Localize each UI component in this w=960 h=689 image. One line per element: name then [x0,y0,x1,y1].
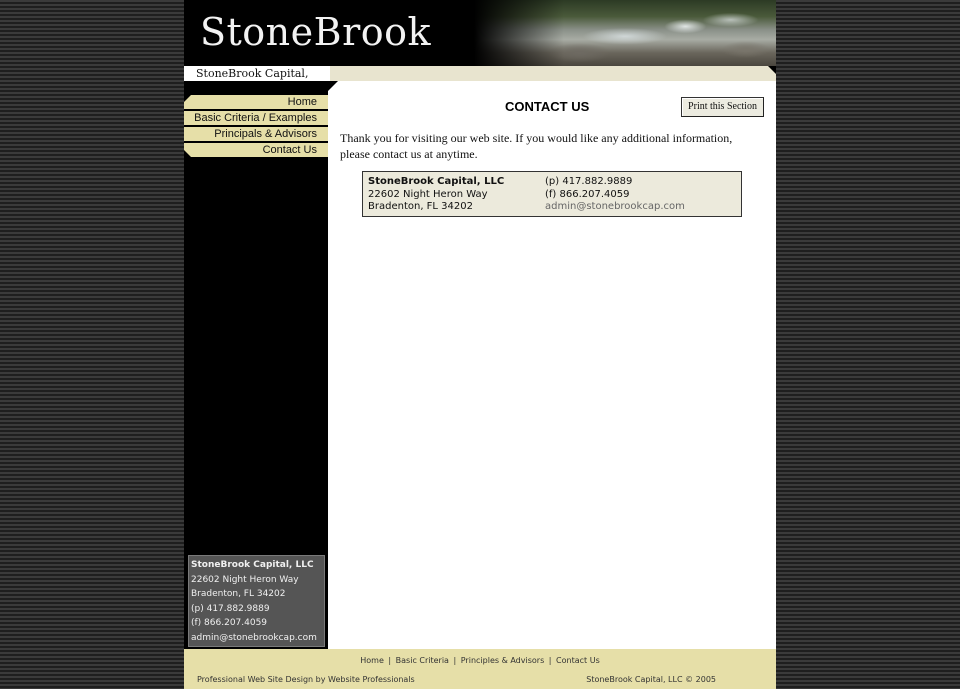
photo-fade [474,0,564,66]
footer [184,649,776,689]
company-bar [184,66,776,81]
contact-phone: (p) 417.882.9889 [545,176,633,187]
main-nav [184,95,328,159]
footer-separator: | [453,656,457,665]
contact-company-name: StoneBrook Capital, LLC [368,176,505,187]
main-content [328,81,776,649]
nav-item-contact-us[interactable]: Contact Us [184,143,328,157]
contact-address-line1: 22602 Night Heron Way [368,188,488,200]
footer-link-principles[interactable]: Principles & Advisors [460,656,545,665]
sidebar-address-line2: Bradenton, FL 34202 [191,589,286,599]
page-container [184,0,776,689]
contact-email-link[interactable]: admin@stonebrookcap.com [545,201,685,212]
contact-address-line2: Bradenton, FL 34202 [368,201,473,212]
print-section-button[interactable]: Print this Section [681,97,764,117]
footer-separator: | [388,656,392,665]
sidebar-email[interactable]: admin@stonebrookcap.com [191,632,317,643]
contact-phone-column [545,176,685,214]
sidebar-phone: (p) 417.882.9889 [191,603,270,614]
sidebar-address-line1: 22602 Night Heron Way [191,574,299,585]
footer-copyright: StoneBrook Capital, LLC © 2005 [586,675,716,684]
footer-separator: | [548,656,552,665]
intro-text: Thank you for visiting our web site. If you would like any additional information, please contact us at anytime. [340,131,733,161]
footer-credit[interactable]: Professional Web Site Design by Website Professionals [197,675,415,684]
company-label: StoneBrook Capital, [184,66,330,81]
page-title: CONTACT US [505,99,590,114]
contact-info-box [362,171,742,217]
content-corner-notch [328,81,338,91]
contact-fax: (f) 866.207.4059 [545,188,630,200]
nav-item-home[interactable]: Home [184,95,328,109]
header [184,0,776,66]
footer-link-basic-criteria[interactable]: Basic Criteria [395,656,449,665]
sidebar-company-name: StoneBrook Capital, LLC [191,560,314,570]
corner-notch [768,66,776,74]
nav-item-principals[interactable]: Principals & Advisors [184,127,328,141]
sidebar-fax: (f) 866.207.4059 [191,618,268,628]
sidebar [184,81,328,649]
footer-nav [184,656,776,665]
site-logo[interactable]: StoneBrook [200,10,432,54]
contact-address-column [368,176,504,214]
nav-item-basic-criteria[interactable]: Basic Criteria / Examples [184,111,328,125]
footer-link-contact-us[interactable]: Contact Us [556,656,600,665]
sidebar-contact-box [188,555,325,647]
footer-link-home[interactable]: Home [360,656,384,665]
